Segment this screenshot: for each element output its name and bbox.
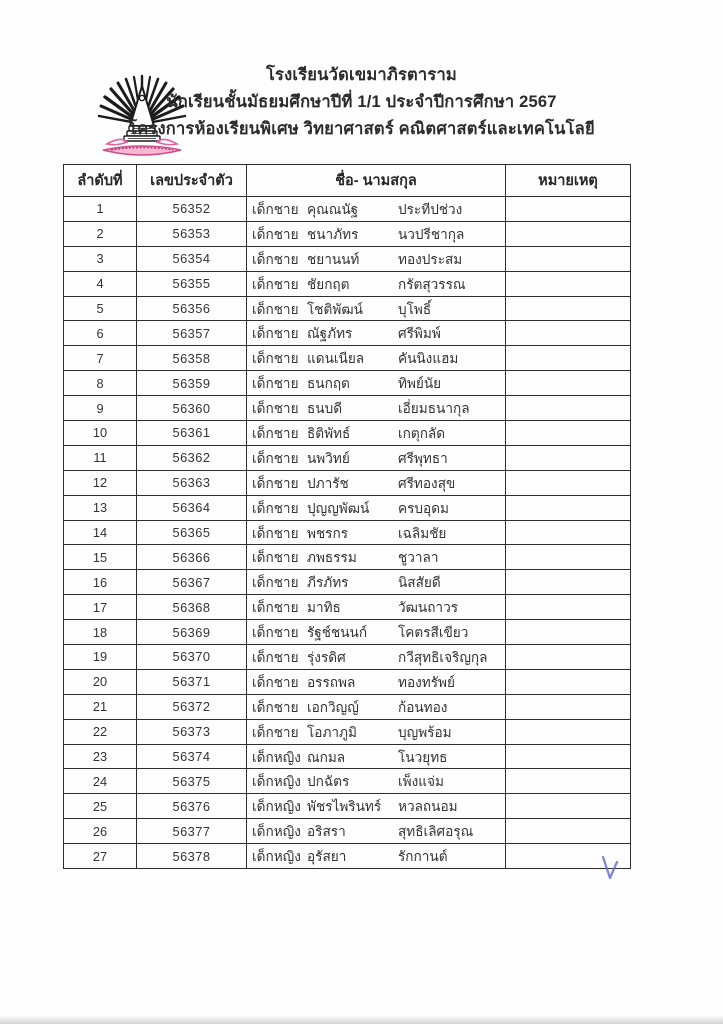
name-title: เด็กหญิง (252, 824, 301, 840)
name-title: เด็กชาย (252, 550, 299, 566)
student-name-cell (247, 769, 506, 794)
first-name: คุณณนัฐ (307, 201, 359, 217)
note-cell (506, 495, 631, 520)
student-id: 56367 (137, 570, 247, 595)
last-name: บุญพร้อม (398, 724, 452, 740)
student-id: 56371 (137, 669, 247, 694)
student-id: 56372 (137, 694, 247, 719)
name-title: เด็กชาย (252, 425, 299, 441)
table-row (64, 197, 631, 222)
student-name-cell (247, 520, 506, 545)
row-number: 13 (64, 495, 137, 520)
last-name: เอี่ยมธนากุล (398, 401, 470, 417)
name-title: เด็กชาย (252, 326, 299, 342)
student-id: 56370 (137, 645, 247, 670)
table-row (64, 445, 631, 470)
table-row (64, 421, 631, 446)
student-id: 56378 (137, 844, 247, 869)
table-row (64, 321, 631, 346)
first-name: ปภารัช (307, 475, 349, 491)
last-name: สุทธิเลิศอรุณ (398, 824, 474, 840)
student-name-cell (247, 445, 506, 470)
student-name-cell (247, 694, 506, 719)
row-number: 4 (64, 271, 137, 296)
row-number: 19 (64, 645, 137, 670)
name-title: เด็กชาย (252, 724, 299, 740)
first-name: ธนกฤต (307, 376, 350, 392)
table-row (64, 520, 631, 545)
table-row (64, 595, 631, 620)
note-cell (506, 645, 631, 670)
note-cell (506, 570, 631, 595)
note-cell (506, 769, 631, 794)
student-name-cell (247, 545, 506, 570)
last-name: กวีสุทธิเจริญกุล (398, 649, 488, 665)
row-number: 12 (64, 470, 137, 495)
row-number: 6 (64, 321, 137, 346)
student-rows (64, 197, 631, 869)
last-name: ชูวาลา (398, 550, 439, 566)
first-name: อริสรา (307, 824, 346, 840)
student-name-cell (247, 470, 506, 495)
last-name: ศรีพุทธา (398, 450, 448, 466)
first-name: มาทิธ (307, 600, 341, 616)
first-name: ชยานนท์ (307, 251, 360, 267)
first-name: ชนาภัทร (307, 226, 359, 242)
student-id: 56374 (137, 744, 247, 769)
first-name: ณกมล (307, 749, 346, 765)
name-title: เด็กชาย (252, 251, 299, 267)
row-number: 8 (64, 371, 137, 396)
note-cell (506, 296, 631, 321)
note-cell (506, 197, 631, 222)
first-name: ธนบดี (307, 401, 343, 417)
first-name: พัชรไพรินทร์ (307, 799, 382, 815)
row-number: 23 (64, 744, 137, 769)
student-name-cell (247, 570, 506, 595)
row-number: 14 (64, 520, 137, 545)
student-id: 56361 (137, 421, 247, 446)
note-cell (506, 271, 631, 296)
student-name-cell (247, 271, 506, 296)
table-row (64, 246, 631, 271)
table-row (64, 346, 631, 371)
first-name: รุ่งรดิศ (307, 649, 346, 665)
student-name-cell (247, 844, 506, 869)
student-id: 56369 (137, 620, 247, 645)
note-cell (506, 371, 631, 396)
first-name: อรรถพล (307, 674, 356, 690)
table-row (64, 620, 631, 645)
table-row (64, 271, 631, 296)
first-name: โชติพัฒน์ (307, 301, 363, 317)
student-id: 56377 (137, 819, 247, 844)
student-id: 56358 (137, 346, 247, 371)
table-row (64, 470, 631, 495)
first-name: ชัยกฤต (307, 276, 350, 292)
first-name: ปุญญพัฒน์ (307, 500, 370, 516)
student-name-cell (247, 421, 506, 446)
last-name: วัฒนถาวร (398, 600, 459, 616)
last-name: คันนิงแฮม (398, 351, 459, 367)
table-row (64, 769, 631, 794)
student-name-cell (247, 794, 506, 819)
table-row (64, 396, 631, 421)
student-name-cell (247, 371, 506, 396)
table-row (64, 819, 631, 844)
first-name: อุรัสยา (307, 849, 347, 865)
student-name-cell (247, 744, 506, 769)
table-row (64, 545, 631, 570)
row-number: 24 (64, 769, 137, 794)
name-title: เด็กชาย (252, 276, 299, 292)
table-row (64, 371, 631, 396)
student-id: 56357 (137, 321, 247, 346)
note-cell (506, 445, 631, 470)
name-title: เด็กชาย (252, 649, 299, 665)
last-name: โนวยุทธ (398, 749, 448, 765)
student-name-cell (247, 495, 506, 520)
program-title: โครงการห้องเรียนพิเศษ วิทยาศาสตร์ คณิตศาสตร์และเทคโนโลยี (128, 120, 595, 138)
student-id: 56354 (137, 246, 247, 271)
student-name-cell (247, 246, 506, 271)
pen-check-mark (601, 854, 621, 882)
note-cell (506, 520, 631, 545)
table-row (64, 570, 631, 595)
last-name: ครบอุดม (398, 500, 449, 516)
first-name: พชรกร (307, 525, 349, 541)
note-cell (506, 246, 631, 271)
row-number: 21 (64, 694, 137, 719)
column-header-name: ชื่อ- นามสกุล (247, 165, 506, 197)
student-name-cell (247, 321, 506, 346)
row-number: 26 (64, 819, 137, 844)
note-cell (506, 346, 631, 371)
name-title: เด็กชาย (252, 575, 299, 591)
student-id: 56365 (137, 520, 247, 545)
scan-bottom-shadow (0, 1015, 723, 1024)
student-id: 56368 (137, 595, 247, 620)
last-name: ทองประสม (398, 251, 463, 267)
student-name-cell (247, 819, 506, 844)
first-name: ภีรภัทร (307, 575, 349, 591)
name-title: เด็กหญิง (252, 774, 301, 790)
first-name: ธิติพัทธ์ (307, 425, 351, 441)
student-id: 56356 (137, 296, 247, 321)
note-cell (506, 719, 631, 744)
row-number: 15 (64, 545, 137, 570)
document-header (0, 62, 723, 143)
school-name: โรงเรียนวัดเขมาภิรตาราม (266, 66, 457, 84)
last-name: เฉลิมชัย (398, 525, 447, 541)
last-name: บุโพธิ์ (398, 301, 432, 317)
first-name: ณัฐภัทร (307, 326, 353, 342)
student-id: 56362 (137, 445, 247, 470)
student-name-cell (247, 221, 506, 246)
student-roster-table (63, 164, 631, 869)
note-cell (506, 669, 631, 694)
row-number: 1 (64, 197, 137, 222)
column-header-number: ลำดับที่ (64, 165, 137, 197)
student-name-cell (247, 197, 506, 222)
student-name-cell (247, 296, 506, 321)
column-header-student-id: เลขประจำตัว (137, 165, 247, 197)
name-title: เด็กชาย (252, 351, 299, 367)
last-name: นิสสัยดี (398, 575, 441, 591)
note-cell (506, 819, 631, 844)
last-name: เกตุกลัด (398, 425, 446, 441)
student-name-cell (247, 645, 506, 670)
first-name: ปกฉัตร (307, 774, 350, 790)
note-cell (506, 620, 631, 645)
name-title: เด็กชาย (252, 674, 299, 690)
last-name: ศรีทองสุข (398, 475, 456, 491)
note-cell (506, 595, 631, 620)
student-id: 56376 (137, 794, 247, 819)
first-name: เอกวิญญ์ (307, 699, 359, 715)
student-id: 56355 (137, 271, 247, 296)
row-number: 27 (64, 844, 137, 869)
name-title: เด็กชาย (252, 500, 299, 516)
student-name-cell (247, 396, 506, 421)
student-id: 56352 (137, 197, 247, 222)
table-row (64, 794, 631, 819)
last-name: ทองทรัพย์ (398, 674, 455, 690)
student-id: 56375 (137, 769, 247, 794)
name-title: เด็กชาย (252, 401, 299, 417)
note-cell (506, 545, 631, 570)
row-number: 5 (64, 296, 137, 321)
note-cell (506, 470, 631, 495)
name-title: เด็กหญิง (252, 849, 301, 865)
last-name: หวลถนอม (398, 799, 458, 815)
row-number: 18 (64, 620, 137, 645)
student-name-cell (247, 595, 506, 620)
column-header-remark: หมายเหตุ (506, 165, 631, 197)
row-number: 10 (64, 421, 137, 446)
last-name: ก้อนทอง (398, 699, 448, 715)
name-title: เด็กชาย (252, 376, 299, 392)
table-row (64, 669, 631, 694)
row-number: 2 (64, 221, 137, 246)
row-number: 7 (64, 346, 137, 371)
first-name: โอภาภูมิ (307, 724, 357, 740)
note-cell (506, 421, 631, 446)
note-cell (506, 744, 631, 769)
last-name: ทิพย์นัย (398, 376, 442, 392)
last-name: กรัตสุวรรณ (398, 276, 466, 292)
last-name: เพ็งแจ่ม (398, 774, 444, 790)
first-name: นพวิทย์ (307, 450, 350, 466)
first-name: รัฐช์ชนนก์ (307, 625, 368, 641)
student-name-cell (247, 346, 506, 371)
student-id: 56364 (137, 495, 247, 520)
note-cell (506, 794, 631, 819)
table-row (64, 495, 631, 520)
name-title: เด็กชาย (252, 600, 299, 616)
row-number: 25 (64, 794, 137, 819)
first-name: แดนเนียล (307, 351, 365, 367)
row-number: 17 (64, 595, 137, 620)
name-title: เด็กชาย (252, 301, 299, 317)
row-number: 11 (64, 445, 137, 470)
note-cell (506, 321, 631, 346)
table-row (64, 296, 631, 321)
first-name: ภพธรรม (307, 550, 357, 566)
name-title: เด็กชาย (252, 475, 299, 491)
row-number: 20 (64, 669, 137, 694)
name-title: เด็กหญิง (252, 799, 301, 815)
student-id: 56353 (137, 221, 247, 246)
name-title: เด็กหญิง (252, 749, 301, 765)
table-row (64, 744, 631, 769)
row-number: 3 (64, 246, 137, 271)
note-cell (506, 396, 631, 421)
class-title: นักเรียนชั้นมัธยมศึกษาปีที่ 1/1 ประจำปีการศึกษา 2567 (166, 93, 557, 111)
last-name: ประทีปช่วง (398, 201, 463, 217)
table-row (64, 844, 631, 869)
student-id: 56373 (137, 719, 247, 744)
table-header-row (64, 165, 631, 197)
note-cell (506, 694, 631, 719)
student-id: 56366 (137, 545, 247, 570)
student-id: 56359 (137, 371, 247, 396)
last-name: นวปรีชากุล (398, 226, 465, 242)
name-title: เด็กชาย (252, 450, 299, 466)
name-title: เด็กชาย (252, 226, 299, 242)
last-name: ศรีพิมพ์ (398, 326, 441, 342)
table-row (64, 221, 631, 246)
note-cell (506, 221, 631, 246)
name-title: เด็กชาย (252, 699, 299, 715)
last-name: โคตรสีเขียว (398, 625, 469, 641)
table-row (64, 645, 631, 670)
student-name-cell (247, 719, 506, 744)
row-number: 9 (64, 396, 137, 421)
student-id: 56360 (137, 396, 247, 421)
name-title: เด็กชาย (252, 625, 299, 641)
name-title: เด็กชาย (252, 201, 299, 217)
student-name-cell (247, 620, 506, 645)
name-title: เด็กชาย (252, 525, 299, 541)
table-row (64, 719, 631, 744)
row-number: 22 (64, 719, 137, 744)
table-row (64, 694, 631, 719)
student-id: 56363 (137, 470, 247, 495)
last-name: รักกานต์ (398, 849, 448, 865)
row-number: 16 (64, 570, 137, 595)
student-name-cell (247, 669, 506, 694)
